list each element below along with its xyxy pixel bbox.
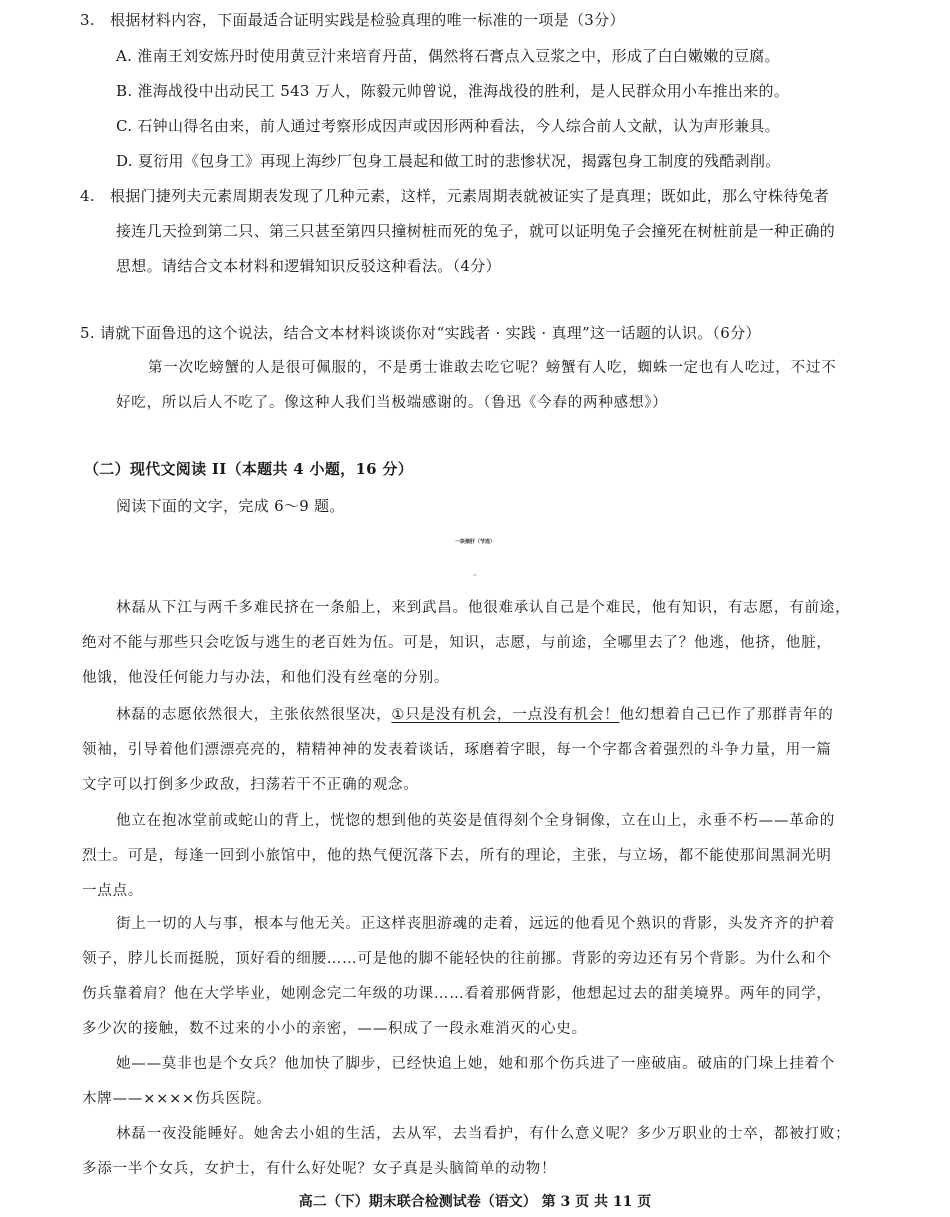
question-3-stem: [80, 10, 625, 30]
option-d: D. 夏衍用《包身工》再现上海纱厂包身工晨起和做工时的悲惨状况，揭露包身工制度的残酷剥削。: [116, 152, 781, 170]
question-number: 4.: [80, 187, 95, 205]
p1-line-1: 林磊从下江与两千多难民挤在一条船上，来到武昌。他很难承认自己是个难民，他有知识，有志愿，有前途，: [116, 600, 851, 616]
quote-line-2: 好吃，所以后人不吃了。像这种人我们当极端感谢的。（鲁迅《今春的两种感想》）: [116, 395, 668, 411]
p2-text: 林磊的志愿依然很大，主张依然很坚决，: [116, 707, 392, 723]
p4-line-3: 伤兵靠着肩？他在大学毕业，她刚念完二年级的功课……看着那俩背影，他想起过去的甜美境界。两年的同学，: [82, 986, 832, 1002]
p3-line-2: 烈士。可是，每逢一回到小旅馆中，他的热气便沉落下去，所有的理论，主张，与立场，都不能使那间黑洞光明: [82, 848, 832, 864]
p4-line-1: 街上一切的人与事，根本与他无关。正这样丧胆游魂的走着，远远的他看见个熟识的背影，头发齐齐的护着: [116, 916, 836, 932]
question-4-line-2: 接连几天捡到第二只、第三只甚至第四只撞树桩而死的兔子，就可以证明兔子会撞死在树桩前是一种正确的: [116, 222, 836, 240]
p4-line-4: 多少次的接触，数不过来的小小的亲密，——积成了一段永难消灭的心史。: [82, 1021, 587, 1037]
option-a: A. 淮南王刘安炼丹时使用黄豆汁来培育丹苗，偶然将石膏点入豆浆之中，形成了白白嫩嫩的豆腐。: [116, 47, 780, 65]
p2-line-3: 文字可以打倒多少政敌，扫荡若干不正确的观念。: [82, 777, 419, 793]
p6-line-2: 多添一半个女兵，女护士，有什么好处呢？女子真是头脑简单的动物！: [82, 1161, 557, 1177]
passage-author: 老舍: [472, 575, 477, 577]
p1-line-3: 他饿，他没任何能力与办法，和他们没有丝毫的分别。: [82, 670, 450, 686]
option-b: B. 淮海战役中出动民工 543 万人，陈毅元帅曾说，淮海战役的胜利，是人民群众用小车推出来的。: [116, 82, 790, 100]
p6-line-1: 林磊一夜没能睡好。她舍去小姐的生活，去从军，去当看护，有什么意义呢？多少万职业的士卒，都被打败；: [116, 1126, 851, 1142]
section-instruction: 阅读下面的文字，完成 6～9 题。: [116, 497, 345, 515]
section-heading: （二）现代文阅读 II（本题共 4 小题，16 分）: [84, 460, 414, 478]
p4-line-2: 领子，脖儿长而挺脱，顶好看的细腰……可是他的脚不能轻快的往前挪。背影的旁边还有另个背影。为什么和个: [82, 951, 832, 967]
p3-line-1: 他立在抱冰堂前或蛇山的背上，恍惚的想到他的英姿是值得刻个全身铜像，立在山上，永垂不朽——革命的: [116, 813, 836, 829]
question-4-line-3: 思想。请结合文本材料和逻辑知识反驳这种看法。（4分）: [116, 257, 501, 275]
question-number: 3.: [80, 11, 95, 29]
option-c: C. 石钟山得名由来，前人通过考察形成因声或因形两种看法，今人综合前人文献，认为声形兼具。: [116, 117, 780, 135]
p2-line-2: 领袖，引导着他们漂漂亮亮的，精精神神的发表着谈话，琢磨着字眼，每一个字都含着强烈的斗争力量，用一篇: [82, 742, 832, 758]
question-4-line-1: [80, 186, 829, 206]
p5-line-2: 木牌——××××伤兵医院。: [82, 1091, 272, 1107]
underlined-sentence-1: ①只是没有机会，一点没有机会！: [391, 707, 620, 723]
p2-text: 他幻想着自己已作了那群青年的: [619, 707, 834, 723]
quote-line-1: 第一次吃螃蟹的人是很可佩服的，不是勇士谁敢去吃它呢？螃蟹有人吃，蜘蛛一定也有人吃过，不过不: [148, 360, 837, 376]
page-footer: 高二（下）期末联合检测试卷（语文） 第 3 页 共 11 页: [298, 1194, 652, 1210]
p2-line-1: [116, 705, 834, 725]
question-text: 根据门捷列夫元素周期表发现了几种元素，这样，元素周期表就被证实了是真理；既如此，那么守株待兔者: [110, 187, 830, 205]
p3-line-3: 一点点。: [82, 883, 144, 899]
question-5-stem: 5. 请就下面鲁迅的这个说法，结合文本材料谈谈你对“实践者 · 实践 · 真理”这一话题的认识。（6分）: [80, 324, 761, 342]
passage-title: 一块猪肝（节选）: [454, 539, 495, 545]
p5-line-1: 她——莫非也是个女兵？他加快了脚步，已经快追上她，她和那个伤兵进了一座破庙。破庙的门垛上挂着个: [116, 1056, 836, 1072]
question-text: 根据材料内容，下面最适合证明实践是检验真理的唯一标准的一项是（3分）: [110, 11, 625, 29]
p1-line-2: 绝对不能与那些只会吃饭与逃生的老百姓为伍。可是，知识，志愿，与前途，全哪里去了？他逃，他挤，他脏，: [82, 635, 832, 651]
